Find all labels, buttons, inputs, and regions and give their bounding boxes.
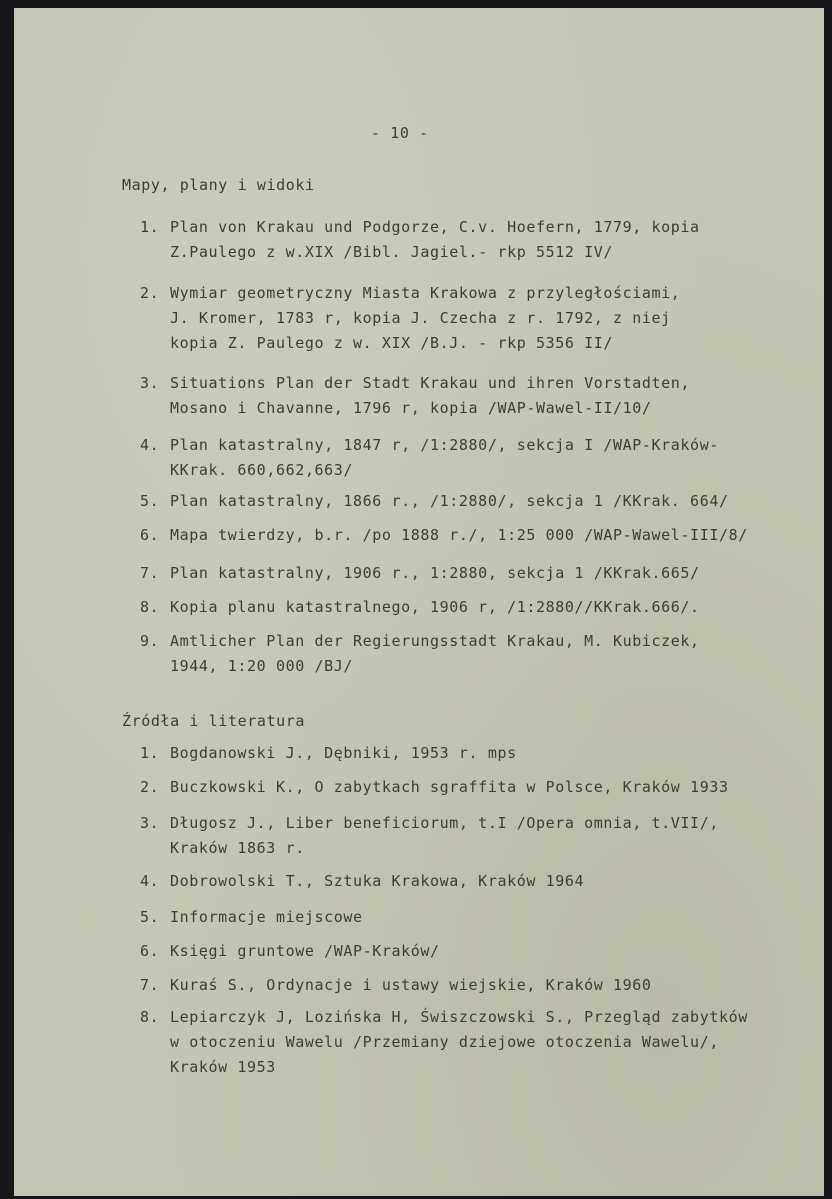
section-heading-sources: Źródła i literatura: [122, 712, 305, 730]
item-text: Lepiarczyk J, Lozińska H, Świszczowski S., Przegląd zabytków: [170, 1008, 748, 1026]
item-text: Księgi gruntowe /WAP-Kraków/: [170, 942, 440, 960]
item-text: Plan katastralny, 1847 r, /1:2880/, sekcja I /WAP-Kraków-: [170, 436, 719, 454]
item-text: Kraków 1863 r.: [170, 839, 305, 857]
item-number: 2.: [140, 778, 160, 796]
item-number: 2.: [140, 284, 160, 302]
item-text: w otoczeniu Wawelu /Przemiany dziejowe otoczenia Wawelu/,: [170, 1033, 719, 1051]
item-number: 5.: [140, 908, 160, 926]
item-number: 1.: [140, 744, 160, 762]
item-number: 6.: [140, 942, 160, 960]
item-number: 9.: [140, 632, 160, 650]
item-text: Kopia planu katastralnego, 1906 r, /1:2880//KKrak.666/.: [170, 598, 700, 616]
item-number: 3.: [140, 814, 160, 832]
item-number: 7.: [140, 564, 160, 582]
item-number: 7.: [140, 976, 160, 994]
item-text: J. Kromer, 1783 r, kopia J. Czecha z r. 1792, z niej: [170, 309, 671, 327]
page-number: - 10 -: [371, 124, 429, 142]
item-text: Informacje miejscowe: [170, 908, 363, 926]
item-number: 5.: [140, 492, 160, 510]
item-number: 4.: [140, 436, 160, 454]
item-text: Buczkowski K., O zabytkach sgraffita w Polsce, Kraków 1933: [170, 778, 729, 796]
item-text: Kraków 1953: [170, 1058, 276, 1076]
item-text: Plan katastralny, 1866 r., /1:2880/, sekcja 1 /KKrak. 664/: [170, 492, 729, 510]
document-page: [14, 8, 824, 1196]
item-text: Bogdanowski J., Dębniki, 1953 r. mps: [170, 744, 517, 762]
item-text: Plan von Krakau und Podgorze, C.v. Hoefern, 1779, kopia: [170, 218, 700, 236]
item-text: Mapa twierdzy, b.r. /po 1888 r./, 1:25 000 /WAP-Wawel-III/8/: [170, 526, 748, 544]
item-text: Situations Plan der Stadt Krakau und ihren Vorstadten,: [170, 374, 691, 392]
item-number: 8.: [140, 598, 160, 616]
item-text: Amtlicher Plan der Regierungsstadt Krakau, M. Kubiczek,: [170, 632, 700, 650]
item-text: kopia Z. Paulego z w. XIX /B.J. - rkp 5356 II/: [170, 334, 614, 352]
item-text: Z.Paulego z w.XIX /Bibl. Jagiel.- rkp 5512 IV/: [170, 243, 614, 261]
item-text: Wymiar geometryczny Miasta Krakowa z przyległościami,: [170, 284, 681, 302]
item-number: 4.: [140, 872, 160, 890]
item-number: 1.: [140, 218, 160, 236]
item-text: Dobrowolski T., Sztuka Krakowa, Kraków 1964: [170, 872, 585, 890]
item-number: 8.: [140, 1008, 160, 1026]
item-text: Kuraś S., Ordynacje i ustawy wiejskie, Kraków 1960: [170, 976, 652, 994]
section-heading-maps: Mapy, plany i widoki: [122, 176, 315, 194]
item-text: 1944, 1:20 000 /BJ/: [170, 657, 353, 675]
item-number: 3.: [140, 374, 160, 392]
item-text: Długosz J., Liber beneficiorum, t.I /Opera omnia, t.VII/,: [170, 814, 719, 832]
item-text: KKrak. 660,662,663/: [170, 461, 353, 479]
item-text: Plan katastralny, 1906 r., 1:2880, sekcja 1 /KKrak.665/: [170, 564, 700, 582]
item-text: Mosano i Chavanne, 1796 r, kopia /WAP-Wawel-II/10/: [170, 399, 652, 417]
item-number: 6.: [140, 526, 160, 544]
